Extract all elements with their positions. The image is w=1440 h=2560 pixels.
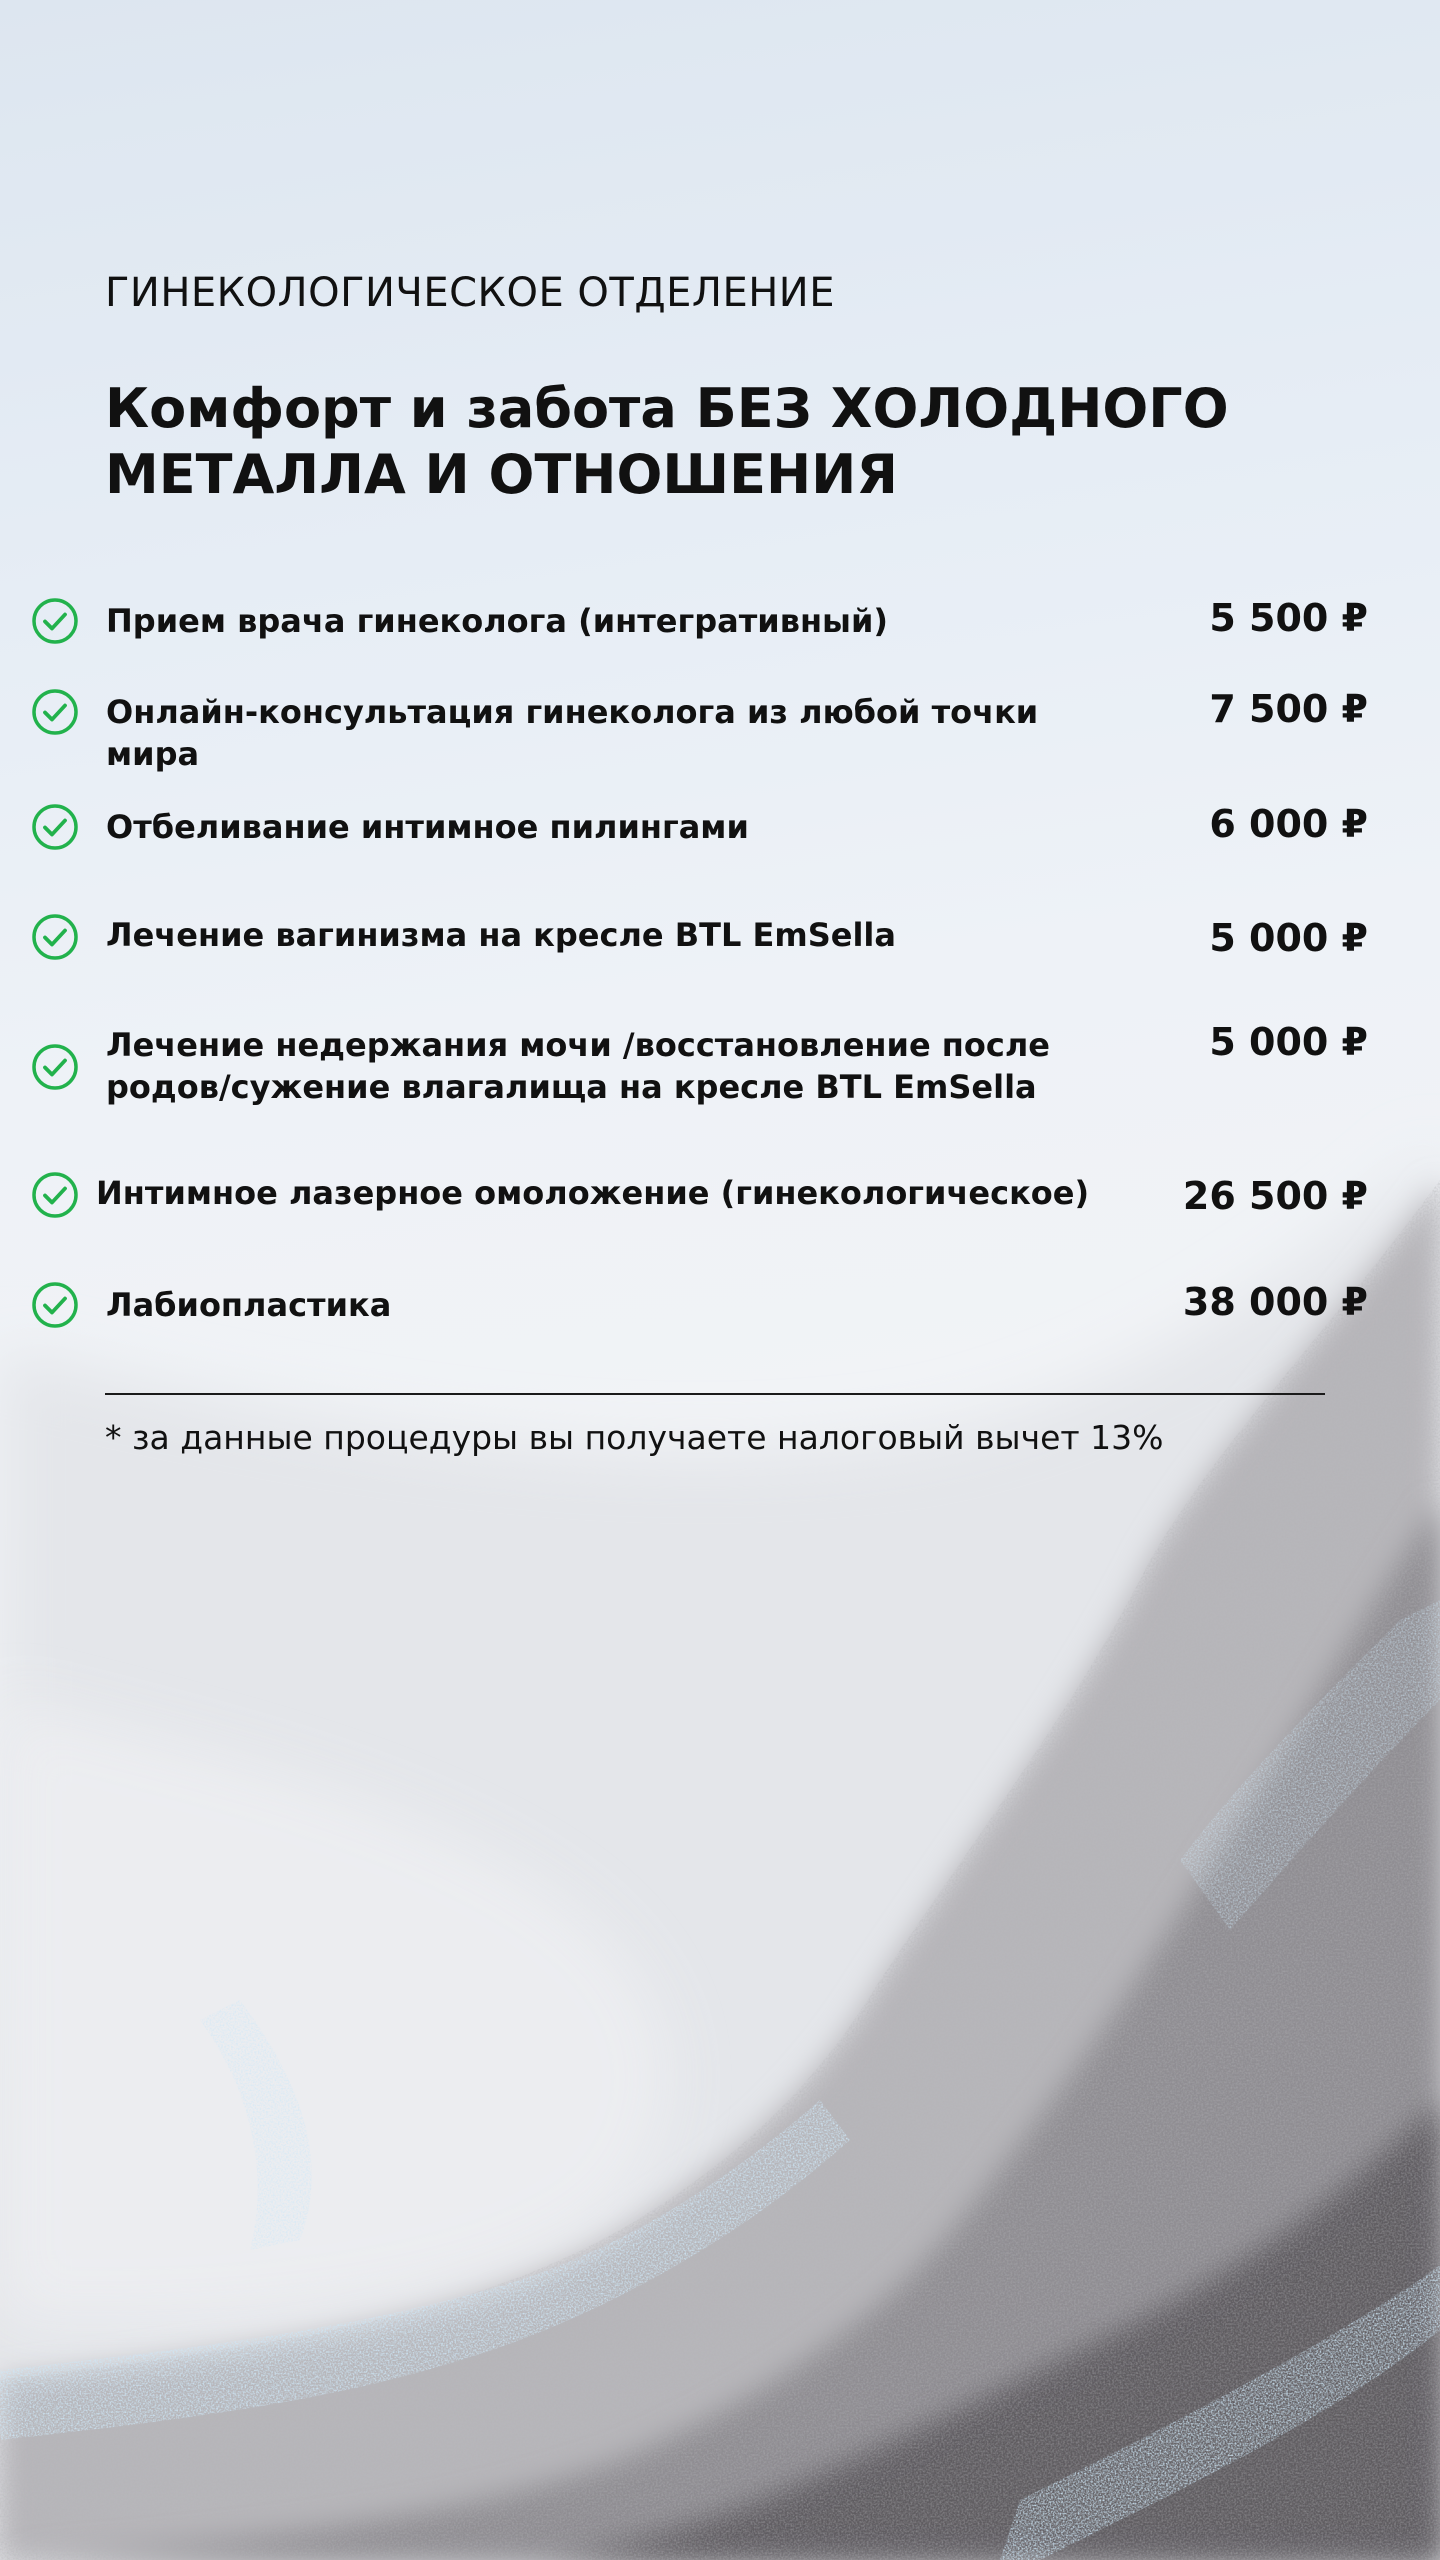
department-heading: ГИНЕКОЛОГИЧЕСКОЕ ОТДЕЛЕНИЕ	[105, 270, 835, 316]
service-name-line: Лечение недержания мочи /восстановление после	[106, 1026, 1050, 1064]
check-circle-icon	[30, 596, 80, 646]
service-name: Онлайн-консультация гинеколога из любой точки мира	[106, 693, 1039, 773]
headline	[105, 376, 1285, 508]
service-name: Лабиопластика	[106, 1286, 392, 1324]
service-name: Интимное лазерное омоложение (гинекологическое)	[96, 1174, 1090, 1212]
check-circle-icon	[30, 912, 80, 962]
divider-line	[105, 1393, 1325, 1395]
service-name-line: родов/сужение влагалища на кресле BTL EmSella	[106, 1068, 1037, 1106]
service-price: 5 500 ₽	[1209, 596, 1368, 640]
check-circle-icon	[30, 687, 80, 737]
headline-line: Комфорт и забота БЕЗ ХОЛОДНОГО	[105, 377, 1229, 440]
service-price: 38 000 ₽	[1182, 1280, 1368, 1324]
service-price: 5 000 ₽	[1209, 1020, 1368, 1064]
service-price: 5 000 ₽	[1209, 916, 1368, 960]
service-name: Отбеливание интимное пилингами	[106, 808, 749, 846]
service-name: Лечение вагинизма на кресле BTL EmSella	[106, 916, 896, 954]
check-circle-icon	[30, 1170, 80, 1220]
service-price: 6 000 ₽	[1209, 802, 1368, 846]
service-name	[106, 1024, 1106, 1108]
service-price: 7 500 ₽	[1209, 687, 1368, 731]
check-circle-icon	[30, 1280, 80, 1330]
check-circle-icon	[30, 1042, 80, 1092]
tax-note: * за данные процедуры вы получаете налоговый вычет 13%	[105, 1418, 1164, 1457]
check-circle-icon	[30, 802, 80, 852]
service-name: Прием врача гинеколога (интегративный)	[106, 602, 889, 640]
headline-line: МЕТАЛЛА И ОТНОШЕНИЯ	[105, 443, 898, 506]
service-price: 26 500 ₽	[1182, 1174, 1368, 1218]
